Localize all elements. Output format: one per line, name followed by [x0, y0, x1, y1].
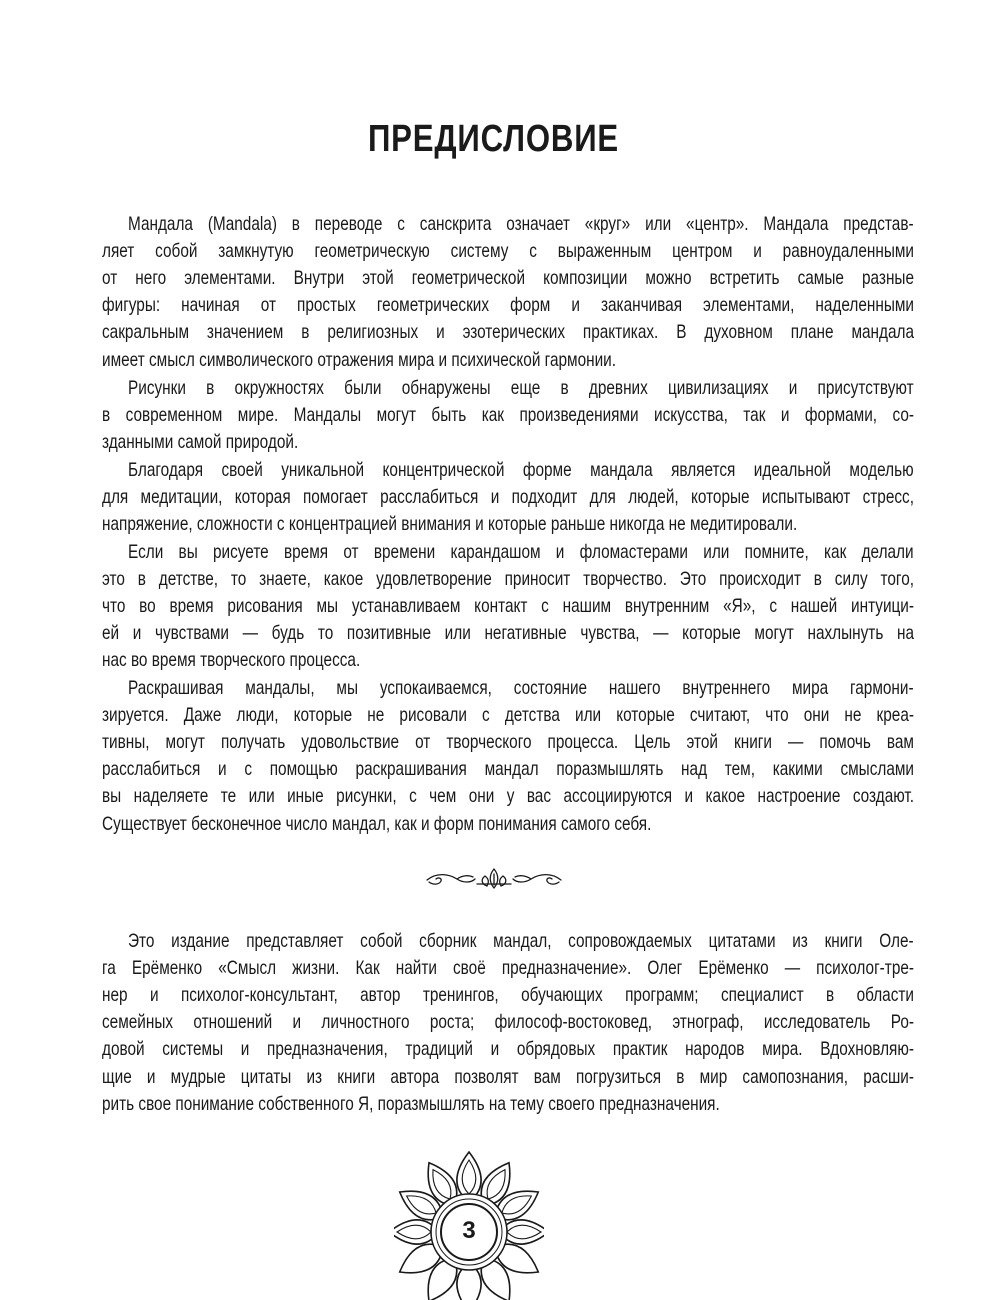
paragraph-5-line: тивны, могут получать удовольствие от творческого процесса. Цель этой книги — помочь вам: [102, 732, 914, 754]
paragraph-3-line: для медитации, которая помогает расслабиться и подходит для людей, которые испытывают стресс,: [102, 487, 914, 509]
paragraph-2-line: в современном мире. Мандалы могут быть как произведениями искусства, так и формами, со-: [102, 405, 914, 427]
paragraph-6-line: Это издание представляет собой сборник мандал, сопровождаемых цитатами из книги Оле-: [128, 931, 914, 952]
divider-ornament-icon: [423, 866, 565, 892]
paragraph-5-line: Раскрашивая мандалы, мы успокаиваемся, состояние нашего внутреннего мира гармони-: [128, 678, 914, 699]
paragraph-1-line: ляет собой замкнутую геометрическую систему с выраженным центром и равноудаленными: [102, 241, 914, 263]
paragraph-1-line: Мандала (Mandala) в переводе с санскрита означает «круг» или «центр». Мандала представ-: [128, 214, 914, 235]
paragraph-5-line: Существует бесконечное число мандал, как и форм понимания самого себя.: [102, 813, 652, 835]
paragraph-1-line: фигуры: начиная от простых геометрических форм и заканчивая элементами, наделенными: [102, 295, 914, 317]
paragraph-2-line: Рисунки в окружностях были обнаружены еще в древних цивилизациях и присутствуют: [128, 378, 914, 399]
paragraph-6-line: щие и мудрые цитаты из книги автора позволят вам погрузиться в мир самопознания, расши-: [102, 1066, 914, 1088]
page-number: 3: [462, 1217, 476, 1244]
paragraph-4-line: это в детстве, то знаете, какое удовлетворение приносит творчество. Это происходит в силу того,: [102, 569, 914, 591]
paragraph-6-line: га Ерёменко «Смысл жизни. Как найти своё предназначение». Олег Ерёменко — психолог-тре-: [102, 958, 914, 980]
paragraph-2-line: зданными самой природой.: [102, 432, 299, 454]
paragraph-3-line: напряжение, сложности с концентрацией внимания и которые раньше никогда не медитировали.: [102, 514, 798, 536]
paragraph-6-line: семейных отношений и личностного роста; философ-востоковед, этнограф, исследователь Ро-: [102, 1012, 914, 1034]
paragraph-5-line: расслабиться и с помощью раскрашивания мандал поразмышлять над тем, какими смыслами: [102, 759, 914, 781]
paragraph-1-line: сакральным значением в религиозных и эзотерических практиках. В духовном плане мандала: [102, 322, 914, 344]
paragraph-6-line: нер и психолог-консультант, автор тренингов, обучающих программ; специалист в области: [102, 985, 914, 1007]
paragraph-4-line: Если вы рисуете время от времени карандашом и фломастерами или помните, как делали: [128, 542, 914, 563]
paragraph-4-line: ей и чувствами — будь то позитивные или негативные чувства, — которые могут нахлынуть на: [102, 623, 914, 645]
paragraph-6-line: рить свое понимание собственного Я, поразмышлять на тему своего предназначения.: [102, 1093, 720, 1115]
paragraph-4-line: нас во время творческого процесса.: [102, 650, 361, 672]
paragraph-5-line: зируется. Даже люди, которые не рисовали с детства или которые считают, что они не креа-: [102, 705, 914, 727]
paragraph-1-line: имеет смысл символического отражения мира и психической гармонии.: [102, 349, 616, 371]
page-title: ПРЕДИСЛОВИЕ: [367, 118, 620, 160]
paragraph-6-line: довой системы и предназначения, традиций и обрядовых практик народов мира. Вдохновляю-: [102, 1039, 914, 1061]
paragraph-4-line: что во время рисования мы устанавливаем контакт с нашим внутренним «Я», с нашей интуици-: [102, 596, 914, 618]
paragraph-1-line: от него элементами. Внутри этой геометрической композиции можно встретить самые разные: [102, 268, 914, 290]
paragraph-3-line: Благодаря своей уникальной концентрической форме мандала является идеальной моделью: [128, 460, 914, 481]
paragraph-5-line: вы наделяете те или иные рисунки, с чем они у вас ассоциируются и какое настроение создают.: [102, 786, 914, 808]
